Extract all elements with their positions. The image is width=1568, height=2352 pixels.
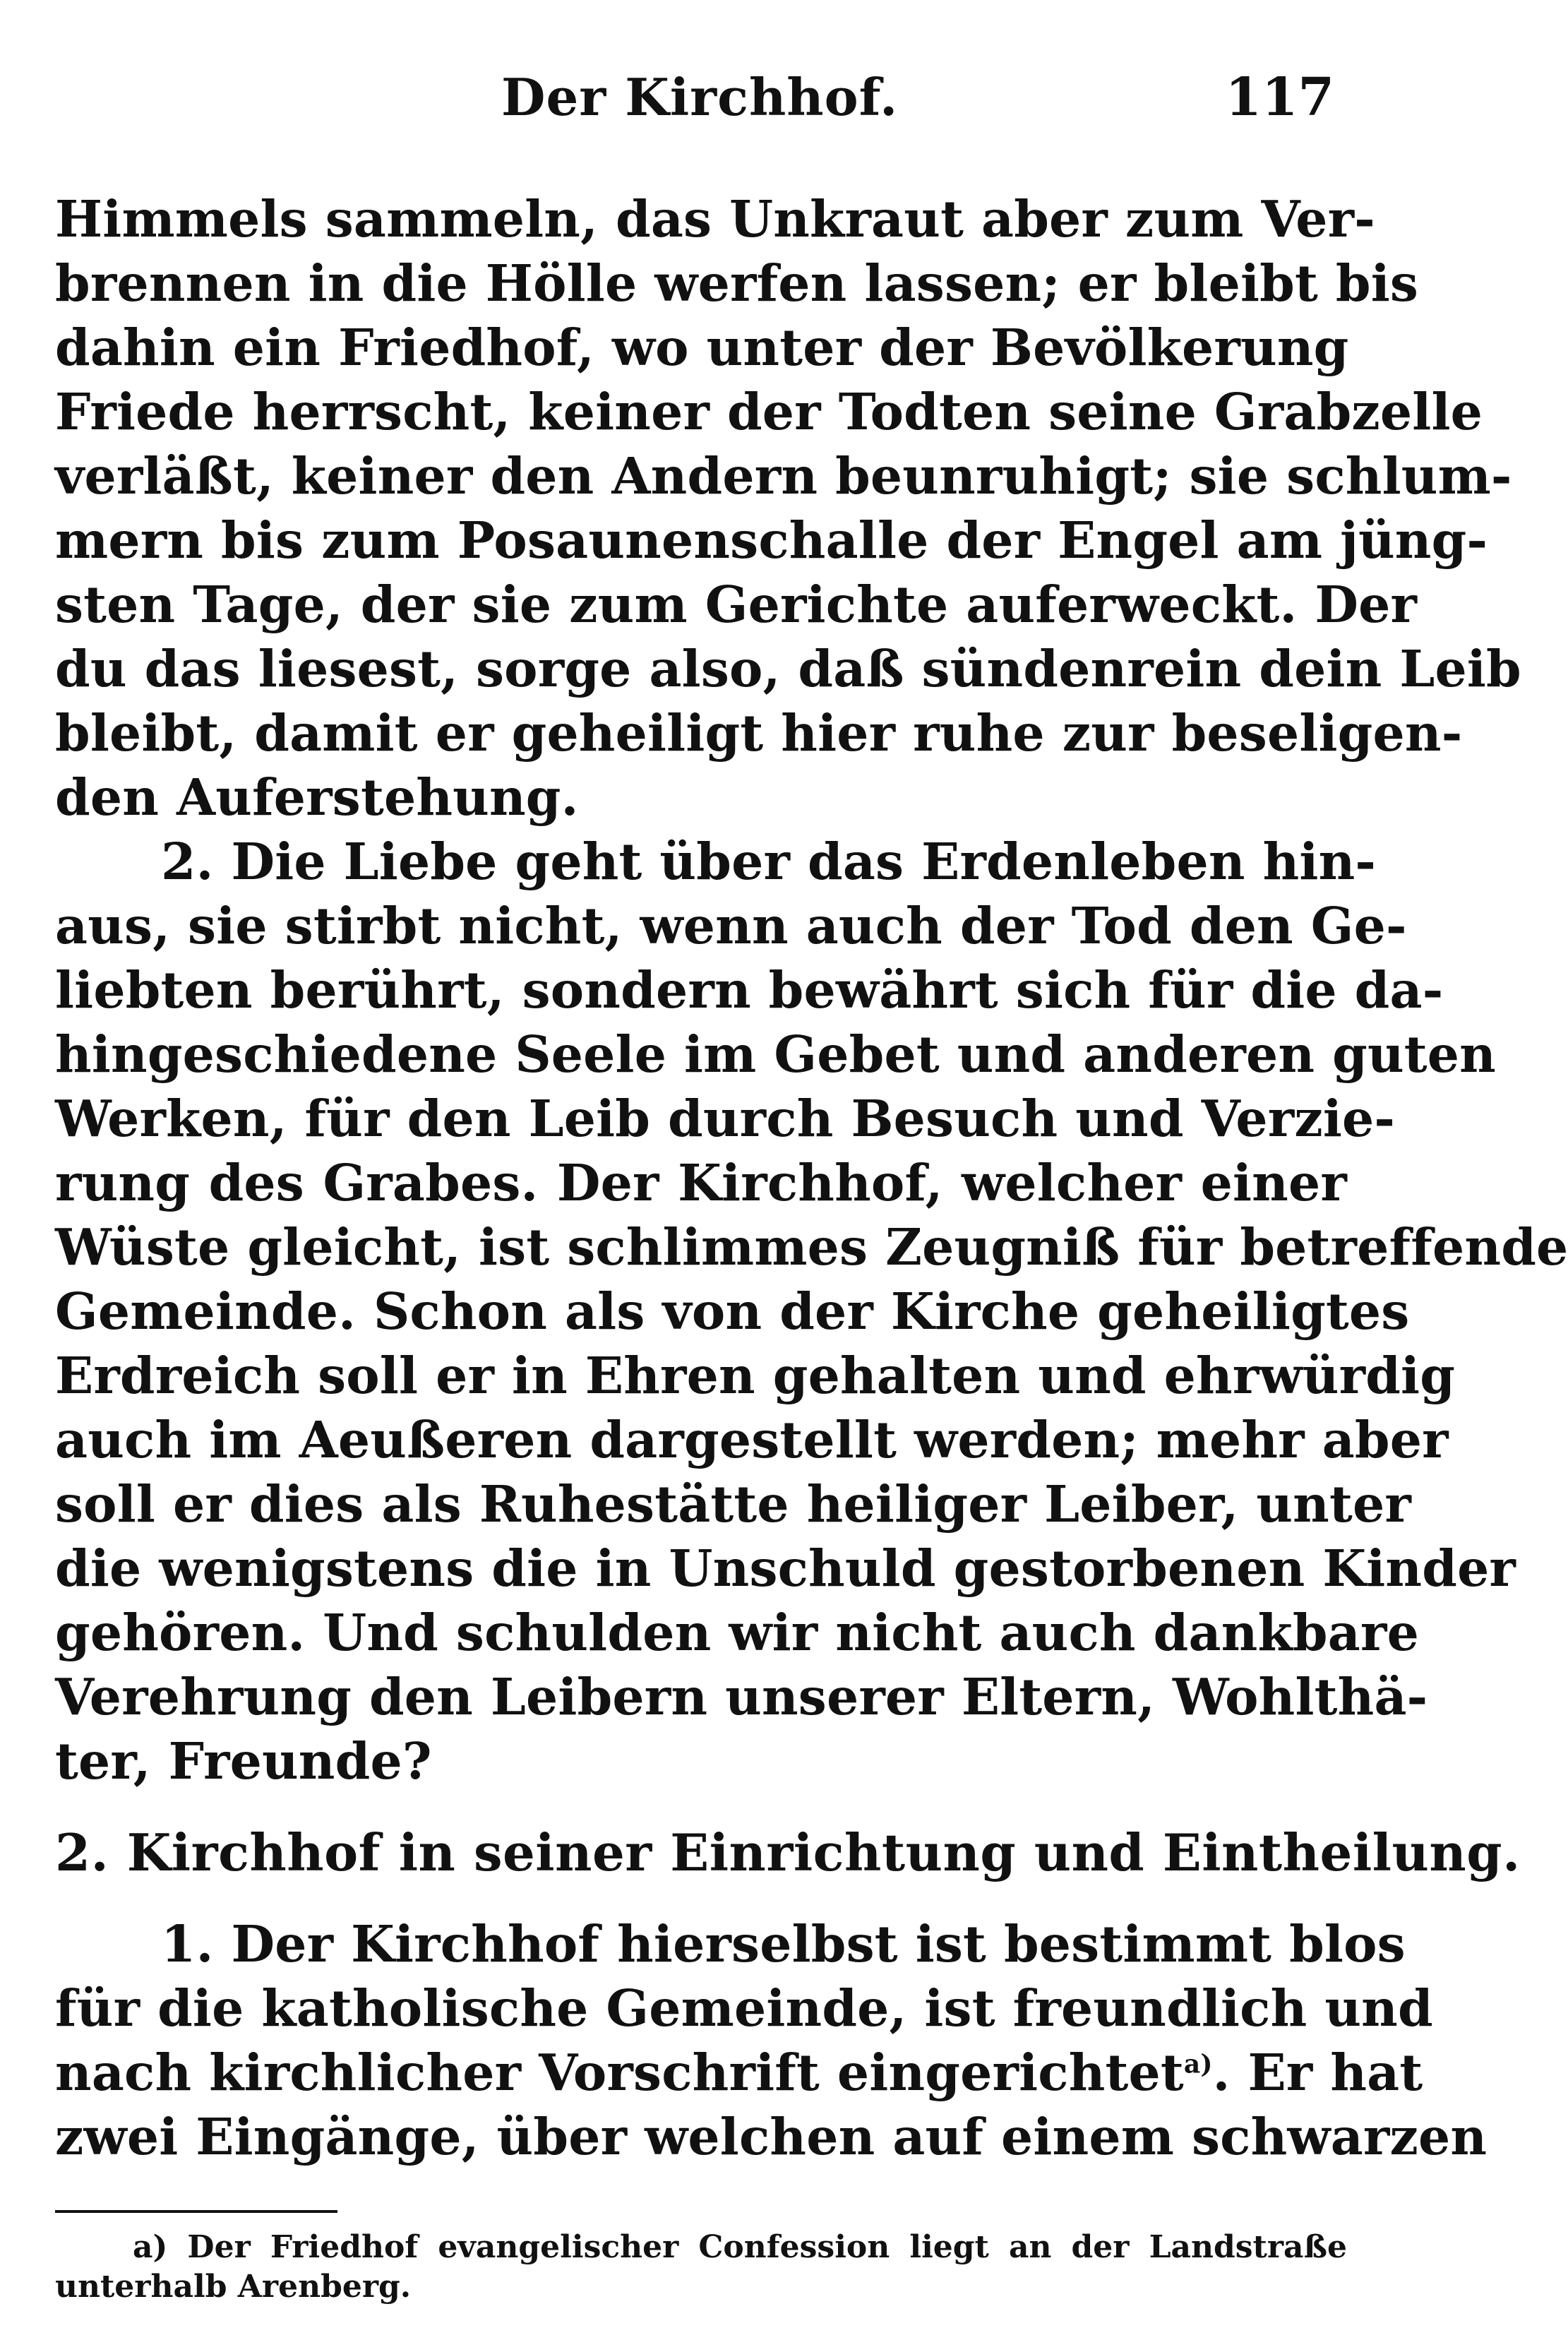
text-line: Gemeinde. Schon als von der Kirche geheiligtes xyxy=(55,1282,1410,1341)
text-line: Werken, für den Leib durch Besuch und Verzie- xyxy=(55,1089,1396,1148)
text-line: den Auferstehung. xyxy=(55,768,579,827)
section-heading: 2. Kirchhof in seiner Einrichtung und Eintheilung. xyxy=(55,1822,1521,1882)
footnote-marker: a) xyxy=(1183,2049,1213,2079)
text-line: für die katholische Gemeinde, ist freundlich und xyxy=(55,1978,1433,2038)
text-line: soll er dies als Ruhestätte heiliger Leiber, unter xyxy=(55,1474,1411,1534)
text-line: Wüste gleicht, ist schlimmes Zeugniß für betreffende xyxy=(55,1217,1568,1277)
text-line: du das liesest, sorge also, daß sündenrein dein Leib xyxy=(55,639,1521,698)
text-line: aus, sie stirbt nicht, wenn auch der Tod den Ge- xyxy=(55,896,1407,955)
footnote-line: unterhalb Arenberg. xyxy=(55,2269,412,2305)
text-segment: . Er hat xyxy=(1212,2043,1423,2102)
text-line: Himmels sammeln, das Unkraut aber zum Ver- xyxy=(55,189,1375,249)
text-line: gehören. Und schulden wir nicht auch dankbare xyxy=(55,1603,1419,1662)
text-line: dahin ein Friedhof, wo unter der Bevölkerung xyxy=(55,318,1349,377)
main-text xyxy=(55,187,1568,2169)
footnote-line: a) Der Friedhof evangelischer Confession liegt an der Landstraße xyxy=(133,2229,1347,2265)
text-line: sten Tage, der sie zum Gerichte auferweckt. Der xyxy=(55,575,1418,634)
text-line: rung des Grabes. Der Kirchhof, welcher einer xyxy=(55,1153,1347,1212)
text-line: Erdreich soll er in Ehren gehalten und ehrwürdig xyxy=(55,1346,1456,1405)
text-line: mern bis zum Posaunenschalle der Engel am jüng- xyxy=(55,511,1488,570)
text-line: auch im Aeußeren dargestellt werden; mehr aber xyxy=(55,1410,1449,1469)
text-line: verläßt, keiner den Andern beunruhigt; sie schlum- xyxy=(55,446,1512,506)
text-line: zwei Eingänge, über welchen auf einem schwarzen xyxy=(55,2107,1488,2166)
text-line: Verehrung den Leibern unserer Eltern, Wohlthä- xyxy=(55,1667,1428,1726)
running-header xyxy=(56,67,1355,138)
paragraph-start-line: 2. Die Liebe geht über das Erdenleben hin- xyxy=(161,832,1377,891)
text-segment: nach kirchlicher Vorschrift eingerichtet xyxy=(55,2043,1184,2102)
text-line: hingeschiedene Seele im Gebet und anderen guten xyxy=(55,1025,1496,1084)
text-line: die wenigstens die in Unschuld gestorbenen Kinder xyxy=(55,1539,1516,1598)
text-line: ter, Freunde? xyxy=(55,1731,432,1791)
text-line: Friede herrscht, keiner der Todten seine Grabzelle xyxy=(55,382,1483,441)
page-number: 117 xyxy=(1225,67,1334,128)
text-line: brennen in die Hölle werfen lassen; er bleibt bis xyxy=(55,253,1419,313)
paragraph-start-line: 1. Der Kirchhof hierselbst ist bestimmt blos xyxy=(161,1914,1406,1974)
footnote xyxy=(55,2228,1347,2307)
running-title: Der Kirchhof. xyxy=(501,67,899,127)
footnote-rule xyxy=(55,2210,337,2213)
text-line-with-footnote-ref xyxy=(55,2041,1423,2105)
text-line: bleibt, damit er geheiligt hier ruhe zur beseligen- xyxy=(55,703,1463,763)
text-line: liebten berührt, sondern bewährt sich für die da- xyxy=(55,960,1444,1020)
